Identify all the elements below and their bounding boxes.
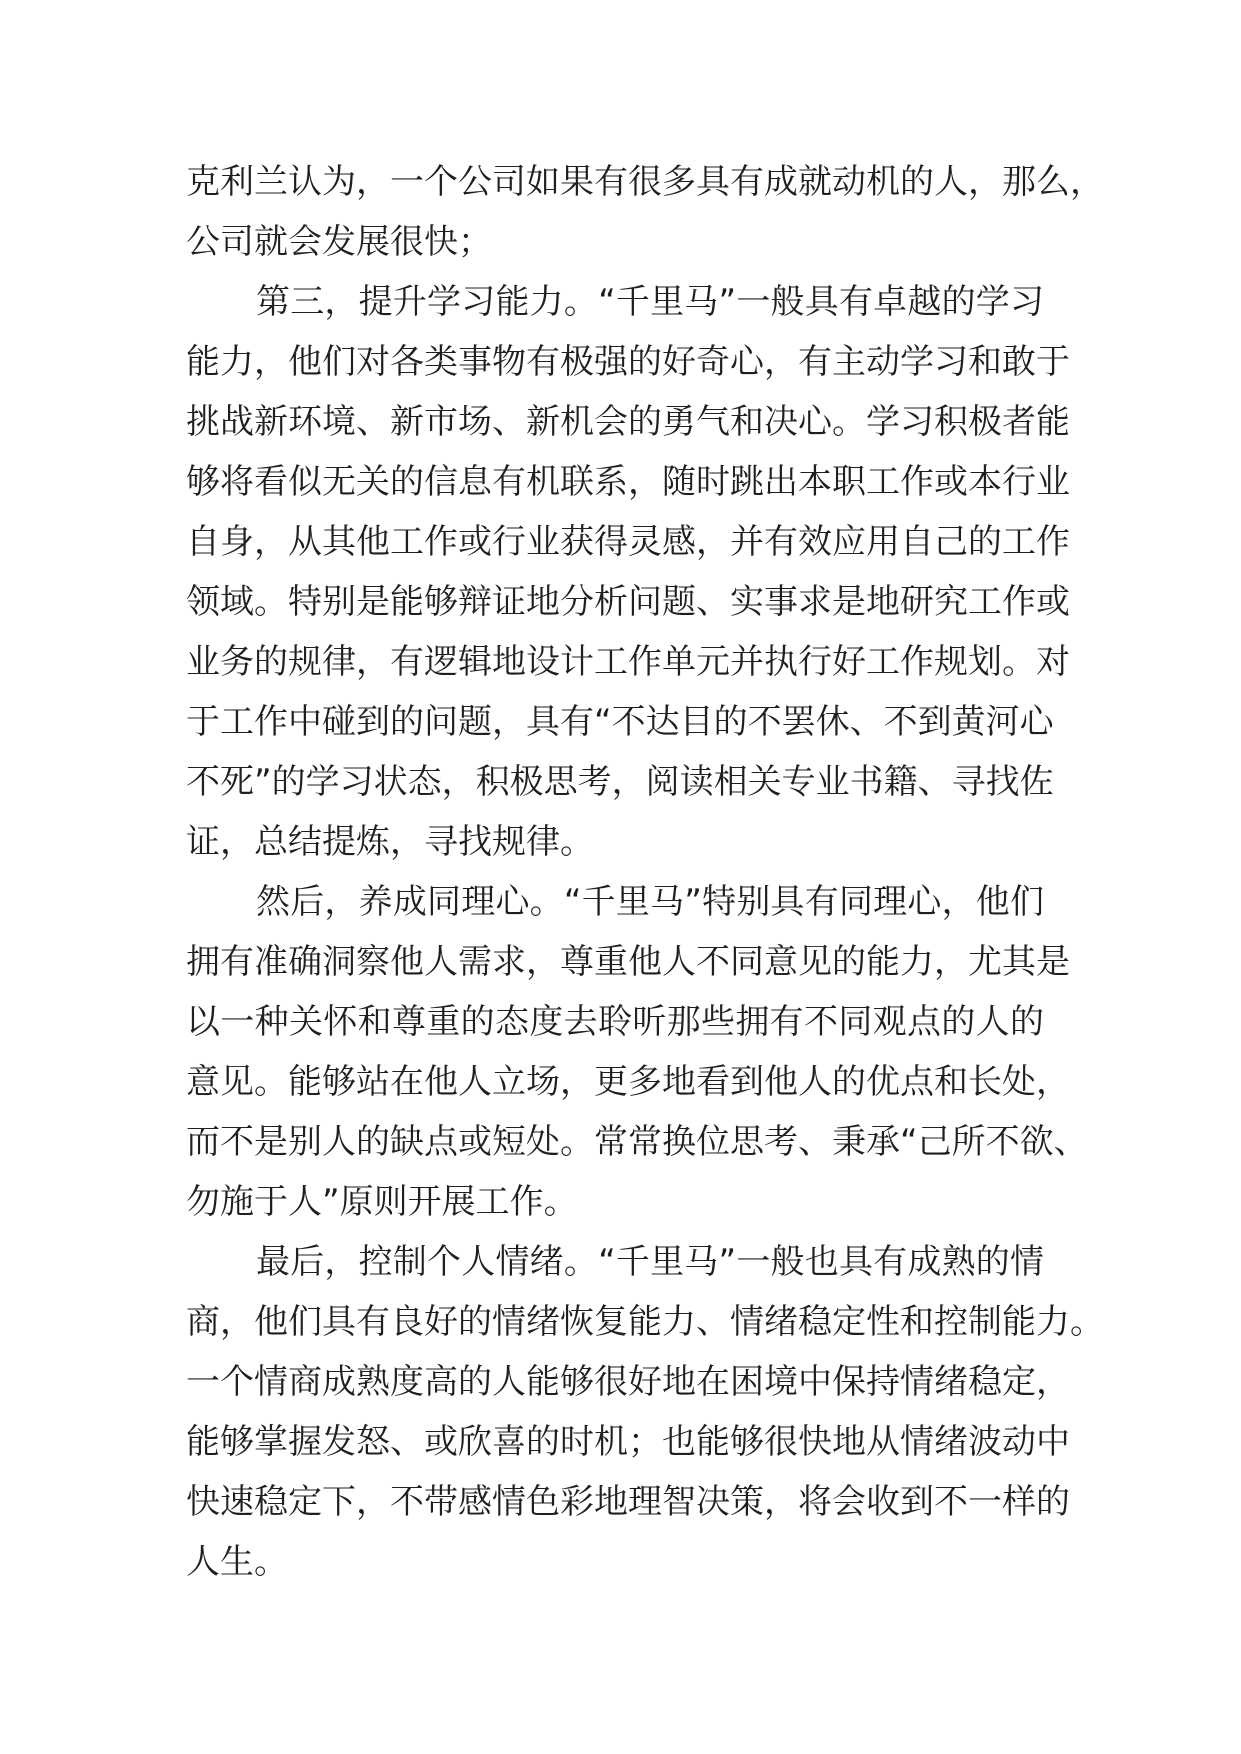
text-line: 证，总结提炼，寻找规律。 [186,822,594,862]
text-line: 业务的规律，有逻辑地设计工作单元并执行好工作规划。对 [186,642,1070,682]
text-line: 拥有准确洞察他人需求，尊重他人不同意见的能力，尤其是 [186,942,1070,982]
text-line: 快速稳定下，不带感情色彩地理智决策，将会收到不一样的 [186,1482,1070,1522]
text-line: 领域。特别是能够辩证地分析问题、实事求是地研究工作或 [186,582,1070,622]
text-line: 能够掌握发怒、或欣喜的时机；也能够很快地从情绪波动中 [186,1422,1070,1462]
text-line: 公司就会发展很快； [186,222,492,262]
text-line: 于工作中碰到的问题，具有“不达目的不罢休、不到黄河心 [186,702,1054,742]
text-line: 以一种关怀和尊重的态度去聆听那些拥有不同观点的人的 [186,1002,1044,1042]
text-line: 然后，养成同理心。“千里马”特别具有同理心，他们 [256,882,1044,922]
text-line: 不死”的学习状态，积极思考，阅读相关专业书籍、寻找佐 [186,762,1054,802]
text-line: 商，他们具有良好的情绪恢复能力、情绪稳定性和控制能力。 [186,1302,1104,1342]
text-line: 意见。能够站在他人立场，更多地看到他人的优点和长处， [186,1062,1070,1102]
text-line: 一个情商成熟度高的人能够很好地在困境中保持情绪稳定， [186,1362,1070,1402]
text-line: 自身，从其他工作或行业获得灵感，并有效应用自己的工作 [186,522,1070,562]
text-line: 第三，提升学习能力。“千里马”一般具有卓越的学习 [256,282,1044,322]
text-line: 勿施于人”原则开展工作。 [186,1182,578,1222]
text-line: 最后，控制个人情绪。“千里马”一般也具有成熟的情 [256,1242,1044,1282]
text-line: 而不是别人的缺点或短处。常常换位思考、秉承“己所不欲、 [186,1122,1088,1162]
text-line: 人生。 [186,1542,288,1582]
text-line: 能力，他们对各类事物有极强的好奇心，有主动学习和敢于 [186,342,1070,382]
text-line: 克利兰认为，一个公司如果有很多具有成就动机的人，那么， [186,162,1104,202]
text-line: 挑战新环境、新市场、新机会的勇气和决心。学习积极者能 [186,402,1070,442]
text-line: 够将看似无关的信息有机联系，随时跳出本职工作或本行业 [186,462,1070,502]
